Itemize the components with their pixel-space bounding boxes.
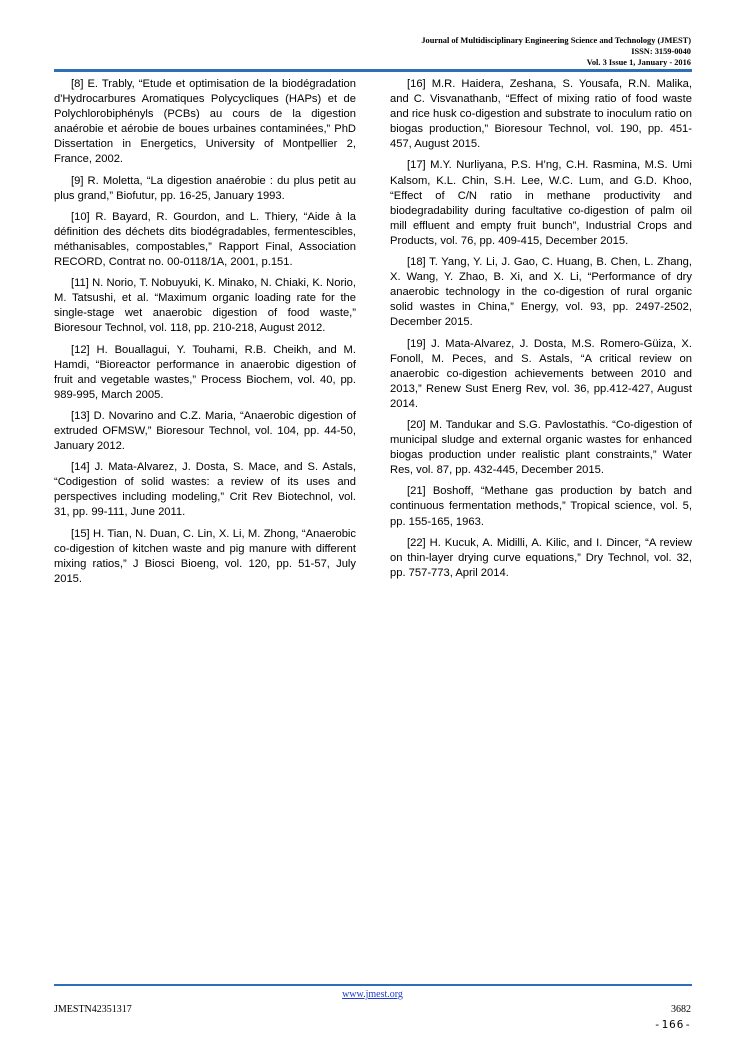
journal-volume: Vol. 3 Issue 1, January - 2016 <box>586 58 691 68</box>
reference-8: [8] E. Trably, “Etude et optimisation de la biodégradation d'Hydrocarbures Aromatiques Polycycliques (HAPs) et de Polychlorobiphényls (PCBs) au cours de la digestion anaérobie et aérobie de boues urbaines contaminées,” PhD Dissertation in Energetics, University of Montpellier 2, France, 2002. <box>54 78 356 166</box>
journal-website-link[interactable]: www.jmest.org <box>342 989 403 1000</box>
reference-11: [11] N. Norio, T. Nobuyuki, K. Minako, N. Chiaki, K. Norio, M. Tatsushi, et al. “Maximum organic loading rate for the single-stage wet anaerobic digestion of food waste,” Bioresour Technol, vol. 118, pp. 210-218, August 2012. <box>54 277 356 335</box>
reference-22: [22] H. Kucuk, A. Midilli, A. Kilic, and I. Dincer, “A review on thin-layer drying curve equations,” Dry Technol, vol. 32, pp. 757-773, April 2014. <box>390 536 692 579</box>
references-left-column <box>54 77 356 593</box>
reference-21: [21] Boshoff, “Methane gas production by batch and continuous fermentation methods,” Tropical science, vol. 5, pp. 155-165, 1963. <box>390 485 692 528</box>
journal-header <box>291 35 691 69</box>
paper-id: JMESTN42351317 <box>54 1004 132 1015</box>
reference-15: [15] H. Tian, N. Duan, C. Lin, X. Li, M. Zhong, “Anaerobic co-digestion of kitchen waste and pig manure with different mixing ratios,” J Biosci Bioeng, vol. 120, pp. 51-57, July 2015. <box>54 527 356 585</box>
journal-title: Journal of Multidisciplinary Engineering Science and Technology (JMEST) <box>421 36 691 45</box>
sequence-number: -166- <box>653 1018 692 1031</box>
reference-10: [10] R. Bayard, R. Gourdon, and L. Thiery, “Aide à la définition des déchets dits biodégradables, fermentescibles, méthanisables, compostables,” Rapport Final, Association RECORD, Contrat no. 00-0118/1A, 2001, p.151. <box>54 210 356 269</box>
reference-19: [19] J. Mata-Alvarez, J. Dosta, M.S. Romero-Güiza, X. Fonoll, M. Peces, and S. Astals, “A critical review on anaerobic co-digestion achievements between 2010 and 2013,” Renew Sust Energ Rev, vol. 36, pp.412-427, August 2014. <box>390 337 692 410</box>
footer-rule <box>54 984 692 986</box>
reference-9: [9] R. Moletta, “La digestion anaérobie : du plus petit au plus grand,” Biofutur, pp. 16-25, January 1993. <box>54 174 356 202</box>
journal-issn: ISSN: 3159-0040 <box>631 47 691 57</box>
reference-14: [14] J. Mata-Alvarez, J. Dosta, S. Mace, and S. Astals, “Codigestion of solid wastes: a review of its uses and perspectives including modeling,” Crit Rev Biotechnol, vol. 31, pp. 99-111, June 2011. <box>54 461 356 519</box>
page-number: 3682 <box>671 1004 691 1015</box>
reference-18: [18] T. Yang, Y. Li, J. Gao, C. Huang, B. Chen, L. Zhang, X. Wang, Y. Zhao, B. Xi, and X. Li, “Performance of dry anaerobic technology in the co-digestion of rural organic solid wastes in China,” Energy, vol. 93, pp. 2497-2502, December 2015. <box>390 256 692 329</box>
references-right-column <box>390 77 692 587</box>
reference-16: [16] M.R. Haidera, Zeshana, S. Yousafa, R.N. Malika, and C. Visvanathanb, “Effect of mixing ratio of food waste and rice husk co-digestion and substrate to inoculum ratio on biogas production,” Bioresour Technol, vol. 190, pp. 451-457, August 2015. <box>390 78 692 151</box>
reference-20: [20] M. Tandukar and S.G. Pavlostathis. “Co-digestion of municipal sludge and external organic wastes for enhanced biogas production under realistic plant constraints,” Water Res, vol. 87, pp. 432-445, December 2015. <box>390 418 692 477</box>
header-rule <box>54 69 692 72</box>
reference-17: [17] M.Y. Nurliyana, P.S. H’ng, C.H. Rasmina, M.S. Umi Kalsom, K.L. Chin, S.H. Lee, W.C. Lum, and G.D. Khoo, “Effect of C/N ratio in methane productivity and biodegradability during facultative co-digestion of palm oil mill effluent and empty fruit bunch”, Industrial Crops and Products, vol. 76, pp. 409-415, December 2015. <box>390 159 692 247</box>
reference-13: [13] D. Novarino and C.Z. Maria, “Anaerobic digestion of extruded OFMSW,” Bioresour Technol, vol. 104, pp. 44-50, January 2012. <box>54 409 356 453</box>
reference-12: [12] H. Bouallagui, Y. Touhami, R.B. Cheikh, and M. Hamdi, “Bioreactor performance in anaerobic digestion of fruit and vegetable wastes,” Process Biochem, vol. 40, pp. 989-995, March 2005. <box>54 343 356 401</box>
